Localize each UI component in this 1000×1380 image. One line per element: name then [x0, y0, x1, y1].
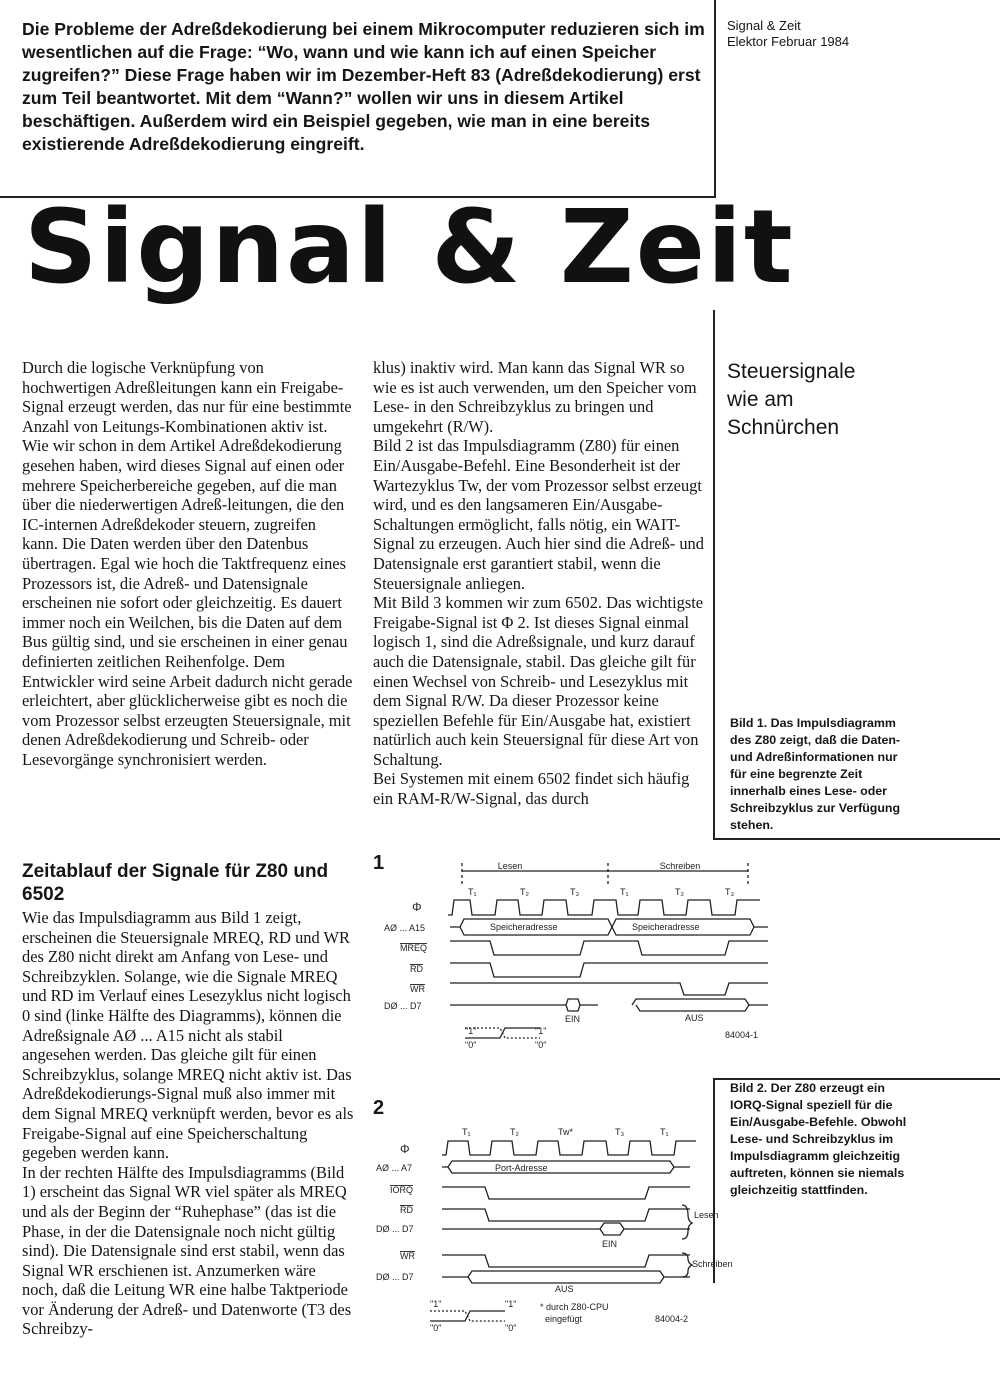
- figure-1-number: 1: [373, 852, 385, 874]
- fig1-t3-write: T₃: [725, 887, 735, 897]
- figure-1-caption: Bild 1. Das Impulsdiagramm des Z80 zeigt, daß die Daten- und Adreßinformationen nur für eine begrenzte Zeit innerhalb eines Lese- oder Schreibzyklus zur Verfügung stehen.: [730, 716, 901, 832]
- column-2: [373, 358, 706, 809]
- fig2-t1-a: T₁: [462, 1127, 471, 1137]
- figure-2-number: 2: [373, 1097, 385, 1119]
- fig2-aus-label: AUS: [555, 1284, 574, 1294]
- subtitle-line-2: wie am: [727, 388, 794, 411]
- fig1-code: 84004-1: [725, 1030, 759, 1040]
- fig1-legend-one-a: "1": [465, 1026, 477, 1036]
- fig2-lesen-label: Lesen: [694, 1210, 719, 1220]
- fig2-data-write-label: DØ ... D7: [376, 1272, 414, 1282]
- fig1-aus-label: AUS: [685, 1013, 704, 1023]
- fig2-note-line2: eingefügt: [545, 1314, 583, 1324]
- fig1-t2-read: T₂: [520, 887, 529, 897]
- fig2-legend-zero-b: "0": [505, 1323, 517, 1333]
- fig1-ein-label: EIN: [565, 1014, 581, 1024]
- fig1-addr-label: AØ ... A15: [384, 923, 426, 933]
- fig2-note-line1: * durch Z80-CPU: [540, 1302, 609, 1312]
- figure-2-caption: Bild 2. Der Z80 erzeugt ein IORQ-Signal speziell für die Ein/Ausgabe-Befehle. Obwohl Lese- und Schreibzyklus im Impulsdiagramm gleichzeitig auftreten, können sie niemals gleichzeitig stattfinden.: [730, 1081, 907, 1197]
- article-title: Signal & Zeit: [24, 188, 795, 307]
- fig1-legend-one-b: "1": [535, 1026, 547, 1036]
- subtitle-line-3: Schnürchen: [727, 416, 840, 439]
- paragraph: Bei Systemen mit einem 6502 findet sich häufig ein RAM-R/W-Signal, das durch: [373, 769, 690, 809]
- paragraph: Durch die logische Verknüpfung von hochwertigen Adreßleitungen kann ein Freigabe-Signal erzeugt werden, das nur für eine bestimmte Anzahl von Leitungs-Kombinationen aktiv ist. Wie wir schon in dem Artikel Adreßdekodierung gesehen haben, wird dieses Signal auf einen oder mehrere Speicherbereiche gegeben, auf die man über die niederwertigen Adreß-leitungen, die den IC-internen Adreßdekoder steuern, zugreifen kann. Die Daten werden über den Datenbus übertragen. Egal wie hoch die Taktfrequenz eines Prozessors ist, die Adreß- und Datensignale erscheinen nie sofort oder gleichzeitig. Es dauert immer noch ein Weilchen, bis die Daten auf dem Bus gültig sind, und sie erscheinen in einer genau definierten zeitlichen Reihenfolge. Dem Entwickler wird seine Arbeit dadurch nicht gerade erleichtert, aber glücklicherweise gibt es noch die vom Prozessor selbst erzeugten Steuersignale, mit denen Adreßdekodierung und Schreib- oder Lesevorgänge synchronisiert werden.: [22, 358, 353, 769]
- fig1-legend-zero-b: "0": [535, 1040, 547, 1050]
- paragraph: In der rechten Hälfte des Impulsdiagramms (Bild 1) erscheint das Signal WR viel später als MREQ und als der Beginn der “Ruhephase” (das ist die Phase, in der die Datensignale noch nicht gültig sind). Die Datensignale sind erst stabil, wenn das Signal WR erschienen ist. Anzumerken wäre noch, daß die Leitung WR eine halbe Taktperiode vor Änderung der Adreß- und Datenworte (T3 des Schreibzy-: [22, 1162, 352, 1339]
- fig2-t2: T₂: [510, 1127, 519, 1137]
- meta-issue: Elektor Februar 1984: [727, 34, 850, 49]
- fig2-tw: Tw*: [558, 1127, 574, 1137]
- paragraph: Bild 2 ist das Impulsdiagramm (Z80) für einen Ein/Ausgabe-Befehl. Eine Besonderheit ist der Wartezyklus Tw, der vom Prozessor selbst erzeugt wird, und es den langsameren Ein/Ausgabe-Schaltungen ermöglicht, falls nötig, ein WAIT-Signal zu erzeugen. Auch hier sind die Adreß- und Datensignale erst garantiert stabil, wenn die Steuersignale anliegen.: [373, 436, 704, 593]
- fig2-addr-label: AØ ... A7: [376, 1163, 413, 1173]
- fig2-legend-one-a: "1": [430, 1299, 442, 1309]
- fig1-mreq-label: MREQ: [400, 943, 427, 953]
- fig2-legend-zero-a: "0": [430, 1323, 442, 1333]
- article-subtitle: [727, 358, 987, 442]
- fig1-t3-read: T₃: [570, 887, 580, 897]
- fig1-wr-label: WR: [410, 984, 425, 994]
- fig1-t2-write: T₂: [675, 887, 684, 897]
- fig1-lesen-label: Lesen: [497, 861, 523, 871]
- fig2-iorq-label: IORQ: [390, 1185, 414, 1195]
- fig1-schreiben-label: Schreiben: [659, 861, 701, 871]
- figure-1-timing-diagram: [370, 855, 780, 1050]
- intro-divider: [714, 0, 716, 198]
- fig2-port-label: Port-Adresse: [495, 1163, 548, 1173]
- fig1-t1-write: T₁: [620, 887, 629, 897]
- fig1-rd-label: RD: [410, 964, 423, 974]
- section-heading: Zeitablauf der Signale für Z80 und 6502: [22, 861, 329, 905]
- column-1-top: [22, 358, 355, 769]
- fig1-phi-label: Φ: [412, 900, 422, 914]
- fig1-speicheradresse-read: Speicheradresse: [490, 922, 558, 932]
- meta-title: Signal & Zeit: [727, 18, 801, 33]
- fig2-ein-label: EIN: [602, 1239, 618, 1249]
- paragraph: Wie das Impulsdiagramm aus Bild 1 zeigt, erscheinen die Steuersignale MREQ, RD und WR des Z80 nicht direkt am Anfang von Lese- und Schreibzyklen. Solange, wie die Signale MREQ und RD im Verlauf eines Lesezyklus nicht logisch 0 sind (linke Hälfte des Diagramms), können die Adreßsignale AØ ... A15 nicht als stabil angesehen werden. Das gleiche gilt für einen Schreibzyklus, solange MREQ nicht aktiv ist. Das Adreßdekodierungs-Signal muß also immer mit dem Signal MREQ verknüpft werden, bevor es als Freigabe-Signal auf eine Speicherschaltung gegeben werden kann.: [22, 908, 354, 1163]
- fig2-t1-b: T₁: [660, 1127, 669, 1137]
- fig2-schreiben-label: Schreiben: [692, 1259, 733, 1269]
- fig2-rd-label: RD: [400, 1205, 413, 1215]
- paragraph: klus) inaktiv wird. Man kann das Signal WR so wie es ist auch verwenden, um den Speicher vom Lese- in den Schreibzyklus zu bringen und umgekehrt (R/W).: [373, 358, 697, 436]
- column-divider: [713, 310, 715, 840]
- paragraph: Mit Bild 3 kommen wir zum 6502. Das wichtigste Freigabe-Signal ist Φ 2. Ist dieses Signal einmal logisch 1, sind die Adreßsignale, und kurz darauf auch die Datensignale, stabil. Das gleiche gilt für einen Wechsel von Schreib- und Lesezyklus mit dem Signal R/W. Da dieser Prozessor keine speziellen Befehle für Ein/Ausgabe hat, existiert natürlich auch kein Steuersignal für diese Art von Schaltung.: [373, 593, 704, 769]
- fig1-t1-read: T₁: [468, 887, 477, 897]
- fig1-speicheradresse-write: Speicheradresse: [632, 922, 700, 932]
- fig2-wr-label: WR: [400, 1251, 415, 1261]
- column-1-bottom: [22, 908, 355, 1339]
- fig1-legend-zero-a: "0": [465, 1040, 477, 1050]
- fig2-t3: T₃: [615, 1127, 625, 1137]
- fig1-data-label: DØ ... D7: [384, 1001, 422, 1011]
- issue-meta: [727, 18, 987, 50]
- fig2-data-read-label: DØ ... D7: [376, 1224, 414, 1234]
- intro-text: Die Probleme der Adreßdekodierung bei einem Mikrocomputer reduzieren sich im wesentlichen auf die Frage: “Wo, wann und wie kann ich auf einen Speicher zugreifen?” Diese Frage haben wir im Dezember-Heft 83 (Adreßdekodierung) erst zum Teil beantwortet. Mit dem “Wann?” wollen wir uns in diesem Artikel beschäftigen. Außerdem wird ein Beispiel gegeben, wie man in eine bereits existierende Adreßdekodierung eingreift.: [22, 19, 705, 154]
- fig2-code: 84004-2: [655, 1314, 689, 1324]
- fig2-phi-label: Φ: [400, 1142, 410, 1156]
- fig2-legend-one-b: "1": [505, 1299, 517, 1309]
- figure-2-timing-diagram: [370, 1125, 770, 1335]
- caption-rule-1: [713, 838, 1000, 840]
- subtitle-line-1: Steuersignale: [727, 360, 856, 383]
